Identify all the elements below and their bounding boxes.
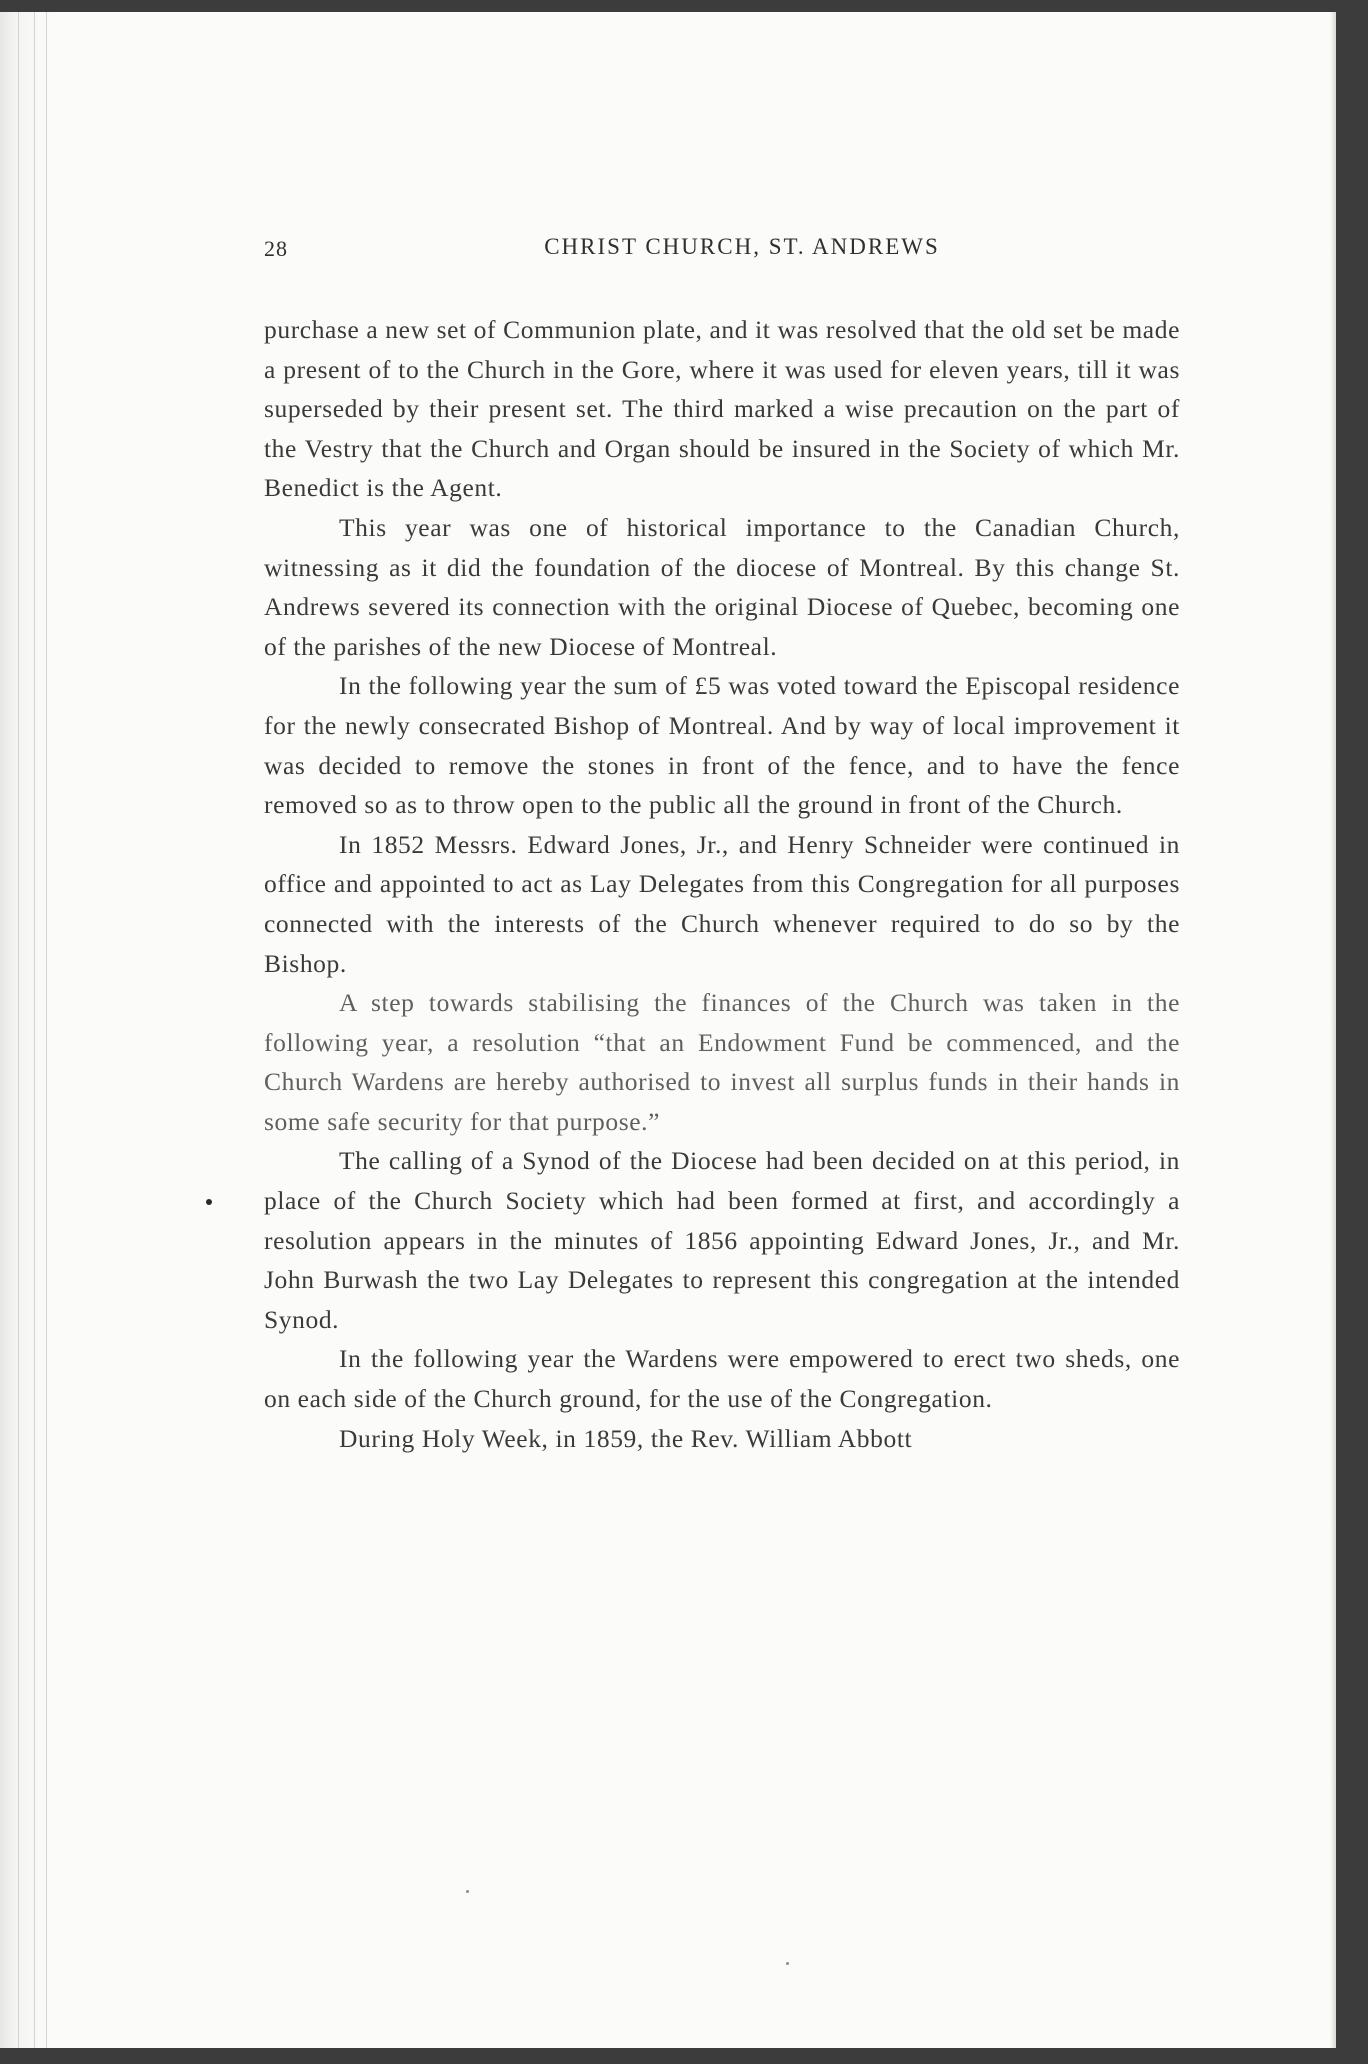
page-header [264,230,1180,270]
paragraph: A step towards stabilising the finances of the Church was taken in the following year, a resolution “that an Endowment Fund be commenced, and the Church Wardens are hereby authorised to invest all surplus funds in their hands in some safe security for that purpose.” [264,988,1180,1136]
body-text [264,310,1180,1458]
paragraph: The calling of a Synod of the Diocese had been decided on at this period, in place of the Church Society which had been formed at first, and accordingly a resolution appears in the minutes of 1856 appointing Edward Jones, Jr., and Mr. John Burwash the two Lay Delegates to represent this congregation at the intended Synod. [264,1146,1180,1334]
page-edge-line [34,12,35,2048]
paragraph: In the following year the sum of £5 was voted toward the Episcopal residence for the newly consecrated Bishop of Montreal. And by way of local improvement it was decided to remove the stones in front of the fence, and to have the fence removed so as to throw open to the public all the ground in front of the Church. [264,671,1180,820]
paragraph: During Holy Week, in 1859, the Rev. William Abbott [339,1423,913,1453]
page-right-shadow [1330,12,1336,2048]
binding-edge [0,12,58,2048]
margin-mark [206,1199,212,1205]
paragraph: This year was one of historical importance to the Canadian Church, witnessing as it did the foundation of the diocese of Montreal. By this change St. Andrews severed its connection with the original Diocese of Quebec, becoming one of the parishes of the new Diocese of Montreal. [264,512,1180,661]
page-number: 28 [264,236,288,261]
paragraph: In the following year the Wardens were empowered to erect two sheds, one on each side of the Church ground, for the use of the Congregation. [264,1344,1180,1414]
page-edge-line [18,12,19,2048]
running-head: CHRIST CHURCH, ST. ANDREWS [544,234,940,259]
scan-bottom-border [0,2052,1368,2064]
page-edge-line [46,12,47,2048]
scan-speck [786,1962,789,1965]
paragraph: In 1852 Messrs. Edward Jones, Jr., and Henry Schneider were continued in office and appointed to act as Lay Delegates from this Congregation for all purposes connected with the interests of the Church whenever required to do so by the Bishop. [264,829,1180,978]
paragraph: purchase a new set of Communion plate, and it was resolved that the old set be made a present of to the Church in the Gore, where it was used for eleven years, till it was superseded by their present set. The third marked a wise precaution on the part of the Vestry that the Church and Organ should be insured in the Society of which Mr. Benedict is the Agent. [264,315,1180,503]
scan-speck [466,1890,469,1893]
book-page [0,12,1336,2048]
